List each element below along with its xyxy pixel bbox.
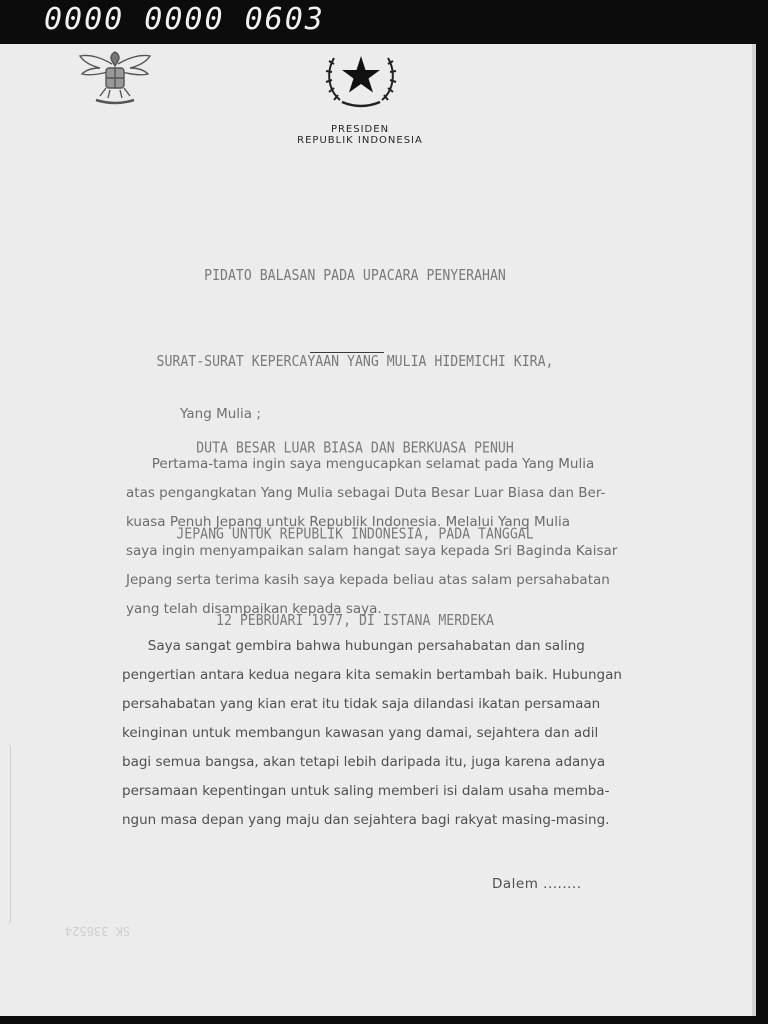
office-line-republic: REPUBLIK INDONESIA	[297, 135, 423, 146]
star-wreath-seal-icon	[318, 44, 404, 110]
archive-stamp-number: SK 336524	[64, 924, 130, 938]
office-heading	[260, 124, 460, 146]
title-line: PIDATO BALASAN PADA UPACARA PENYERAHAN	[204, 267, 506, 285]
body-paragraph-2: Saya sangat gembira bahwa hubungan persahabatan dan saling pengertian antara kedua negara kita semakin bertambah baik. Hubungan persahabatan yang kian erat itu tidak saja dilandasi ikatan persamaan keinginan untuk membangun kawasan yang damai, sejahtera dan adil bagi semua bangsa, akan tetapi lebih daripada itu, juga karena adanya persamaan kepentingan untuk saling memberi isi dalam usaha memba- ngun masa depan yang maju dan sejahtera bagi rakyat masing-masing.	[122, 638, 622, 828]
document-page	[0, 44, 756, 1016]
garuda-emblem-icon	[74, 46, 156, 108]
office-line-president: PRESIDEN	[330, 124, 390, 135]
salutation: Yang Mulia ;	[180, 406, 261, 422]
body-paragraph-1: Pertama-tama ingin saya mengucapkan selamat pada Yang Mulia atas pengangkatan Yang Mulia sebagai Duta Besar Luar Biasa dan Ber- kuasa Penuh Jepang untuk Republik Indonesia. Melalui Yang Mulia saya ingin menyampaikan salam hangat saya kepada Sri Baginda Kaisar Jepang serta terima kasih saya kepada beliau atas salam persahabatan yang telah disampaikan kepada saya.	[126, 456, 618, 617]
title-line: SURAT-SURAT KEPERCAYAAN YANG MULIA HIDEMICHI KIRA,	[156, 353, 554, 371]
title-line: 12 PEBRUARI 1977, DI ISTANA MERDEKA	[216, 612, 494, 630]
film-frame-number: 0000 0000 0603	[44, 2, 325, 37]
title-line: DUTA BESAR LUAR BIASA DAN BERKUASA PENUH	[196, 439, 514, 457]
title-line: JEPANG UNTUK REPUBLIK INDONESIA, PADA TANGGAL	[176, 526, 534, 544]
title-underline	[310, 352, 384, 353]
page-fold-edge	[0, 744, 11, 924]
page-continuation: Dalem ........	[492, 876, 582, 892]
